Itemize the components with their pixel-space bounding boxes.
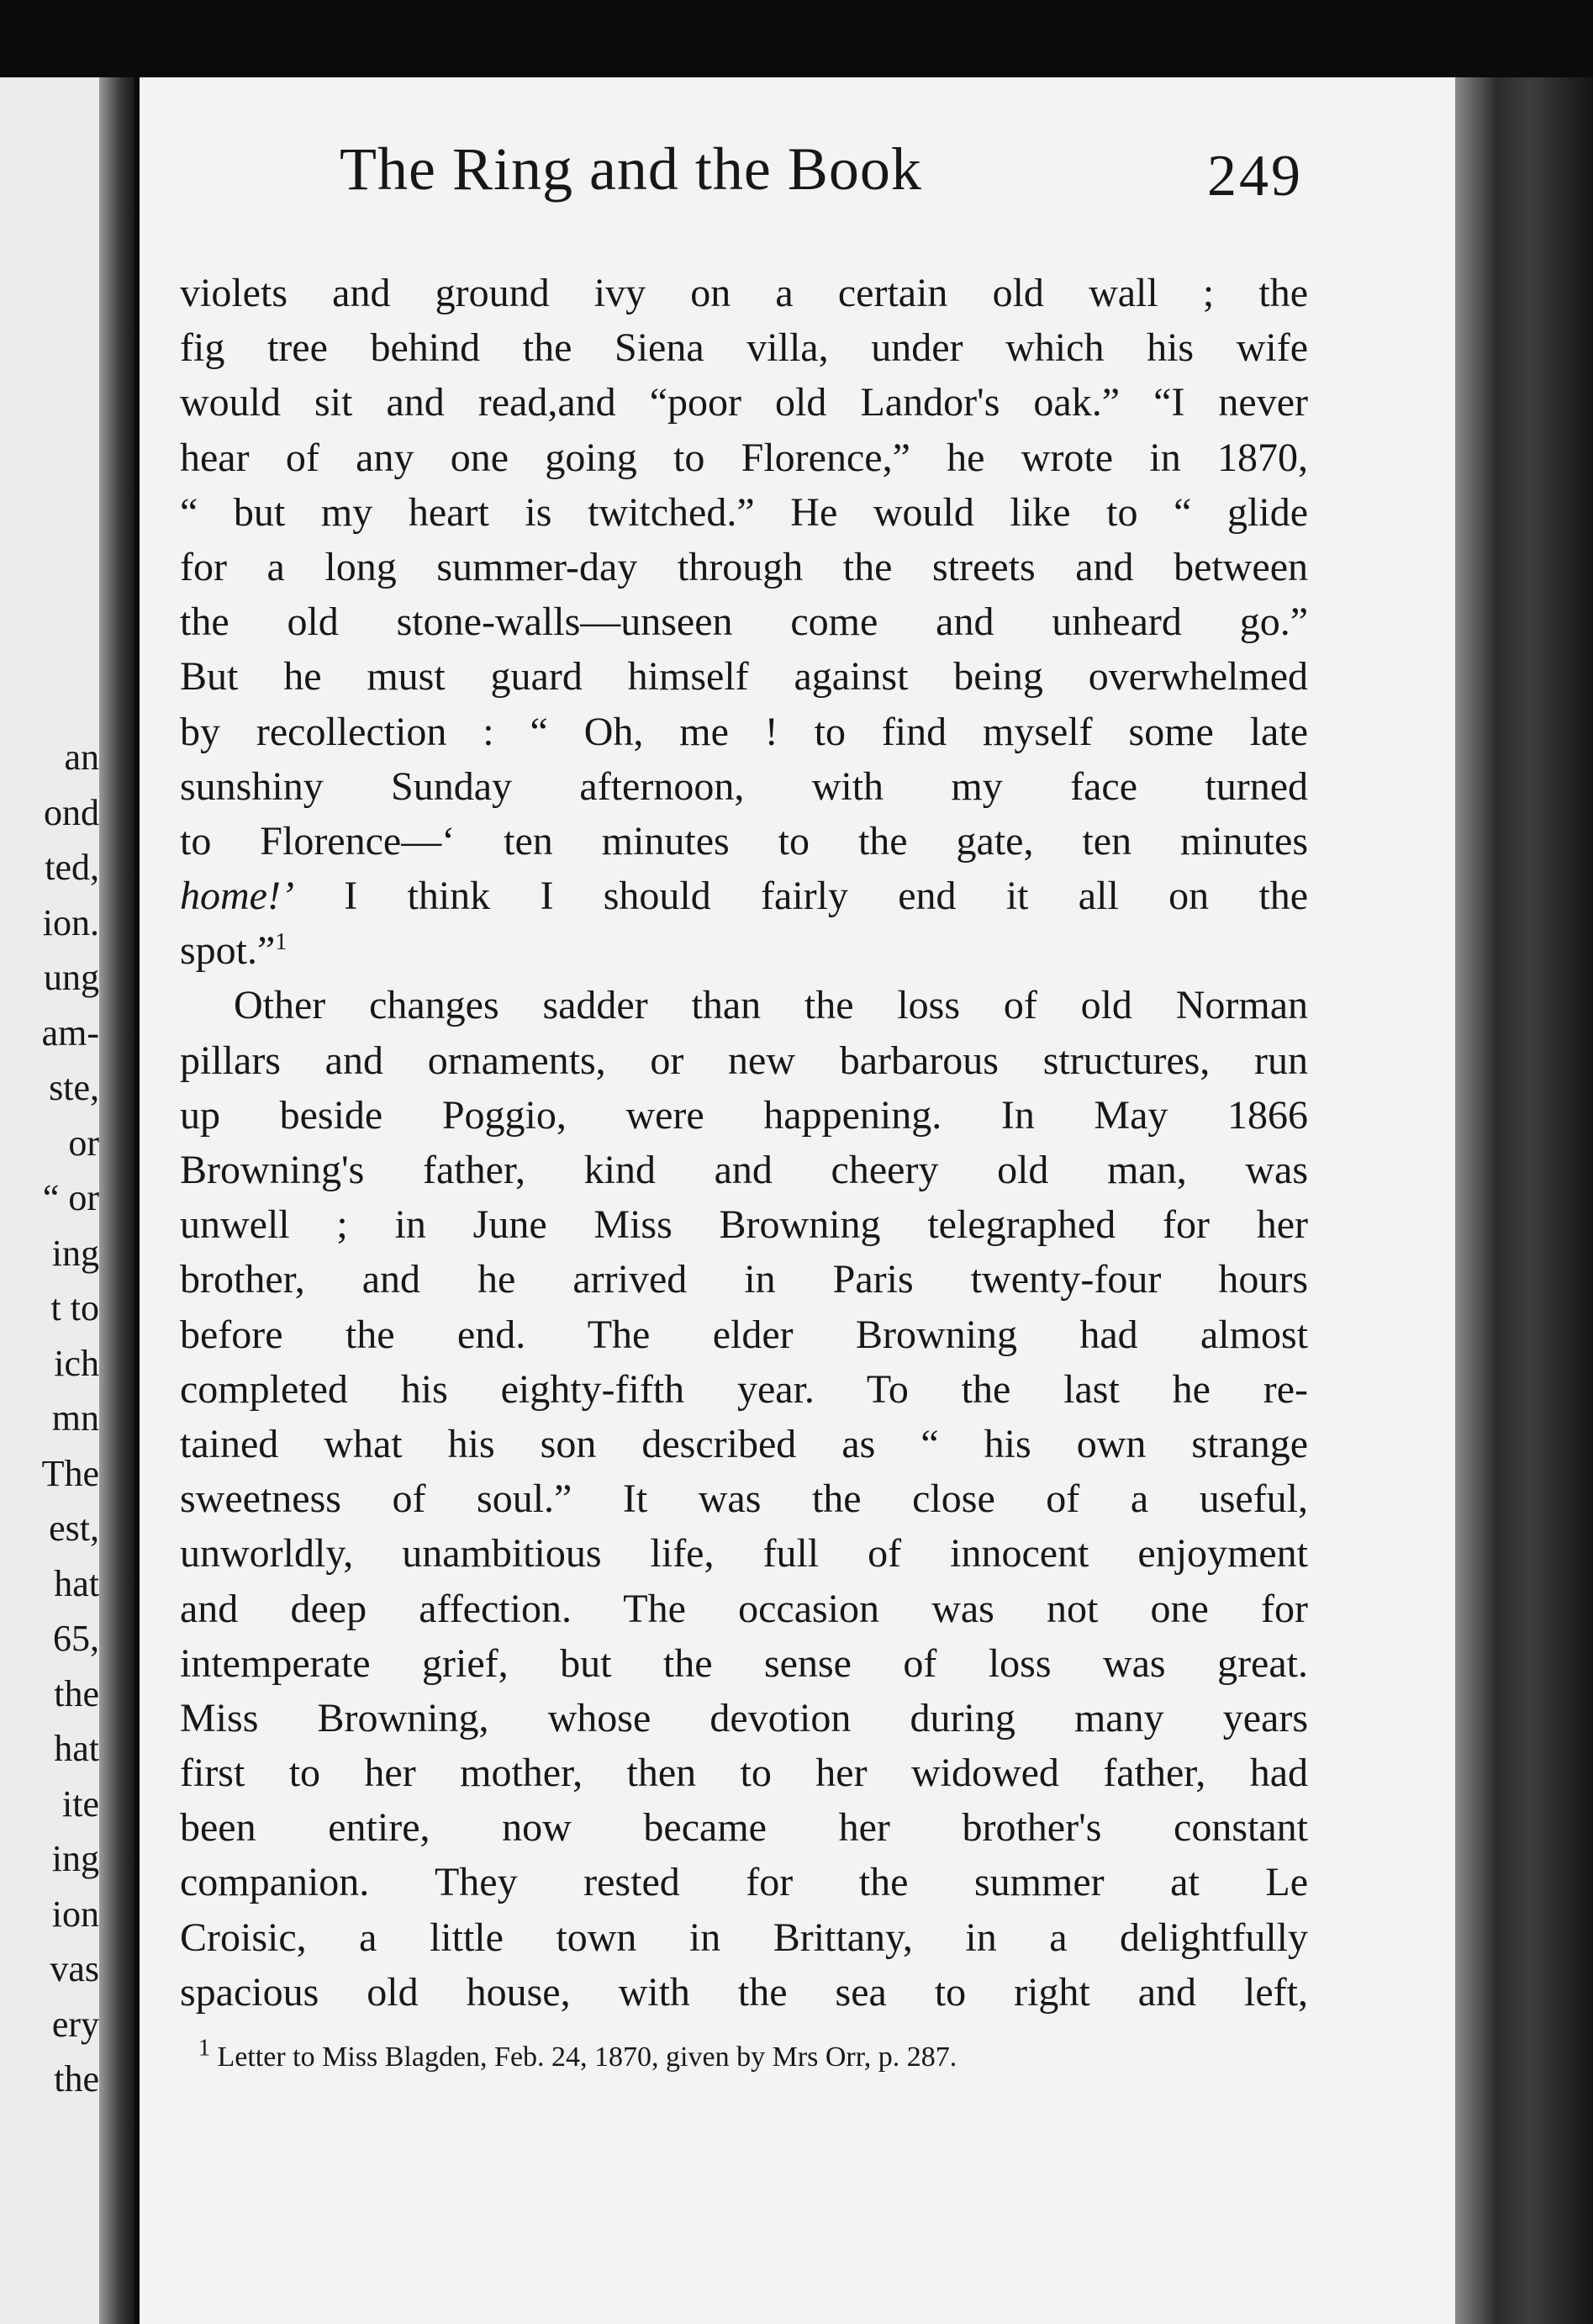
text-line-content: brother, and he arrived in Paris twenty-four hours [180,1257,1308,1302]
facing-page-line: t to [50,1287,99,1328]
text-line [180,1033,1308,1088]
footnote-reference: 1 [275,929,287,956]
text-line-content: sunshiny Sunday afternoon, with my face turned [180,763,1308,809]
text-line [180,1910,1308,1965]
text-line-content: unworldly, unambitious life, full of innocent enjoyment [180,1531,1308,1577]
text-line [180,320,1308,375]
text-line [180,1800,1308,1855]
text-line-content: before the end. The elder Browning had almost [180,1312,1308,1357]
text-line [180,1362,1308,1417]
facing-page-line: an [64,737,99,778]
text-line [180,1471,1308,1526]
text-line-content: first to her mother, then to her widowed father, had [180,1751,1308,1796]
facing-page-line: “ or [42,1177,99,1218]
text-line-content: But he must guard himself against being overwhelmed [180,654,1308,700]
emphasis: home!’ [180,874,294,919]
text-line [180,1307,1308,1362]
text-line-content: to Florence—‘ ten minutes to the gate, ten minutes [180,818,1308,864]
text-line-content: been entire, now became her brother's constant [180,1805,1308,1851]
facing-page-line: ion. [42,901,99,943]
facing-page-line: mn [51,1397,99,1439]
page-edge-shadow [1455,77,1593,2324]
facing-page-line: ing [51,1838,99,1879]
body-text [180,266,1308,2020]
text-line-content: Croisic, a little town in Brittany, in a delightfully [180,1915,1308,1960]
text-line [180,1143,1308,1197]
text-line [180,594,1308,649]
text-line-content: completed his eighty-fifth year. To the last he re- [180,1366,1308,1412]
facing-page-line: ond [44,791,99,833]
footnote-marker: 1 [198,2035,210,2062]
text-line-content: sweetness of soul.” It was the close of a useful, [180,1476,1308,1522]
text-line [180,1855,1308,1909]
text-line-content: Browning's father, kind and cheery old man, was [180,1148,1308,1192]
footnote-text: Letter to Miss Blagden, Feb. 24, 1870, given by Mrs Orr, p. 287. [217,2041,957,2073]
text-line-content: up beside Poggio, were happening. In May 1866 [180,1092,1308,1138]
running-header [340,135,1315,227]
text-line-content: unwell ; in June Miss Browning telegraphed for her [180,1202,1308,1248]
text-line-content: violets and ground ivy on a certain old wall ; the [180,271,1308,315]
text-line-content: for a long summer-day through the streets and between [180,544,1308,589]
facing-page-line: ted, [45,847,99,888]
facing-page-line: ing [51,1232,99,1274]
text-line-content: “ but my heart is twitched.” He would like to “ glide [180,489,1308,535]
text-line-content: tained what his son described as “ his own strange [180,1421,1308,1466]
facing-page-line: hat [54,1562,99,1604]
text-line [180,375,1308,430]
text-line [180,1252,1308,1307]
text-line-content: intemperate grief, but the sense of loss was great. [180,1640,1308,1686]
facing-page-line: The [41,1452,99,1494]
text-line-content: Miss Browning, whose devotion during many years [180,1695,1308,1740]
text-line [180,978,1308,1033]
text-line [180,1746,1308,1800]
text-line-content: spot.” [180,928,276,974]
text-line-content: companion. They rested for the summer at Le [180,1860,1308,1905]
text-line [180,1088,1308,1143]
text-line [180,1636,1308,1691]
text-line [180,923,1308,978]
footnote [198,2035,1308,2073]
facing-page-line: am- [41,1011,99,1054]
facing-page-line: ste, [49,1067,99,1108]
text-line-content: would sit and read,and “poor old Landor's oak.” “I never [180,380,1308,425]
text-line-content: pillars and ornaments, or new barbarous structures, run [180,1038,1308,1083]
text-line [180,430,1308,485]
text-line-content: by recollection : “ Oh, me ! to find myself some late [180,709,1308,754]
text-line [180,540,1308,594]
facing-page-line: the [54,1672,99,1714]
text-line-content: the old stone-walls—unseen come and unheard go.” [180,599,1308,645]
text-line [180,266,1308,320]
text-line [180,1691,1308,1746]
facing-page-line: the [54,2058,99,2100]
text-line [180,1197,1308,1252]
text-line [180,705,1308,759]
facing-page-line: ery [51,2003,99,2045]
text-line [180,485,1308,540]
facing-page-line: vas [50,1948,99,1989]
page-gutter-left [99,77,135,2324]
text-line [180,1526,1308,1581]
text-line-content: spacious old house, with the sea to right and left, [180,1969,1308,2015]
text-line [180,1417,1308,1471]
facing-page-line: est, [49,1508,99,1549]
page-number: 249 [1207,144,1303,209]
text-line-content: and deep affection. The occasion was not one for [180,1586,1308,1631]
facing-page-text [0,730,99,2107]
text-line [180,814,1308,869]
text-line [180,649,1308,704]
facing-page-line: hat [54,1728,99,1769]
text-line-content: fig tree behind the Siena villa, under which his wife [180,325,1308,371]
facing-page-line: ite [62,1783,99,1825]
text-line-content: home!’ I think I should fairly end it all on the [180,874,1308,919]
text-line [180,1582,1308,1636]
facing-page-line: ung [44,957,99,998]
facing-page-line: or [68,1122,99,1164]
text-line [180,759,1308,814]
text-line [180,1965,1308,2020]
running-title: The Ring and the Book [340,135,922,203]
facing-page-line: ich [54,1342,99,1384]
text-line-content: Other changes sadder than the loss of old Norman [234,983,1308,1028]
text-line [180,869,1308,923]
facing-page-line: ion [51,1893,99,1935]
text-line-content: hear of any one going to Florence,” he wrote in 1870, [180,435,1308,480]
facing-page-line: 65, [53,1618,99,1659]
